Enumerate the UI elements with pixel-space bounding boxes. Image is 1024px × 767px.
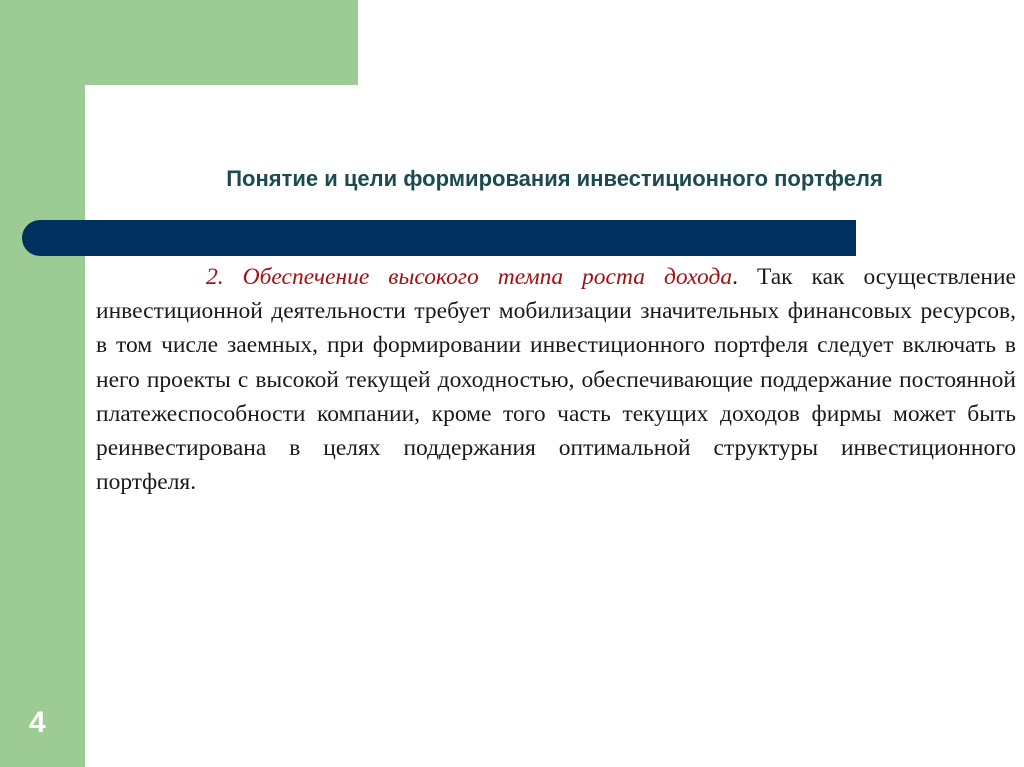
top-green-block <box>0 0 358 85</box>
paragraph-lead: 2. Обеспечение высокого темпа роста дохода <box>206 264 733 290</box>
body-paragraph <box>96 260 1016 499</box>
page-number: 4 <box>29 706 46 739</box>
title-underline-bar <box>22 220 856 256</box>
paragraph-text: . Так как осуществление инвестиционной деятельности требует мобилизации значительных финансовых ресурсов, в том числе заемных, при формировании инвестиционного портфеля следует включать в него проекты с высокой текущей доходностью, обеспечивающие поддержание постоянной платежеспособности компании, кроме того часть текущих доходов фирмы может быть реинвестирована в целях поддержания оптимальной структуры инвестиционного портфеля. <box>96 264 1016 496</box>
left-green-sidebar <box>0 0 85 767</box>
slide-title: Понятие и цели формирования инвестиционного портфеля <box>226 166 883 191</box>
